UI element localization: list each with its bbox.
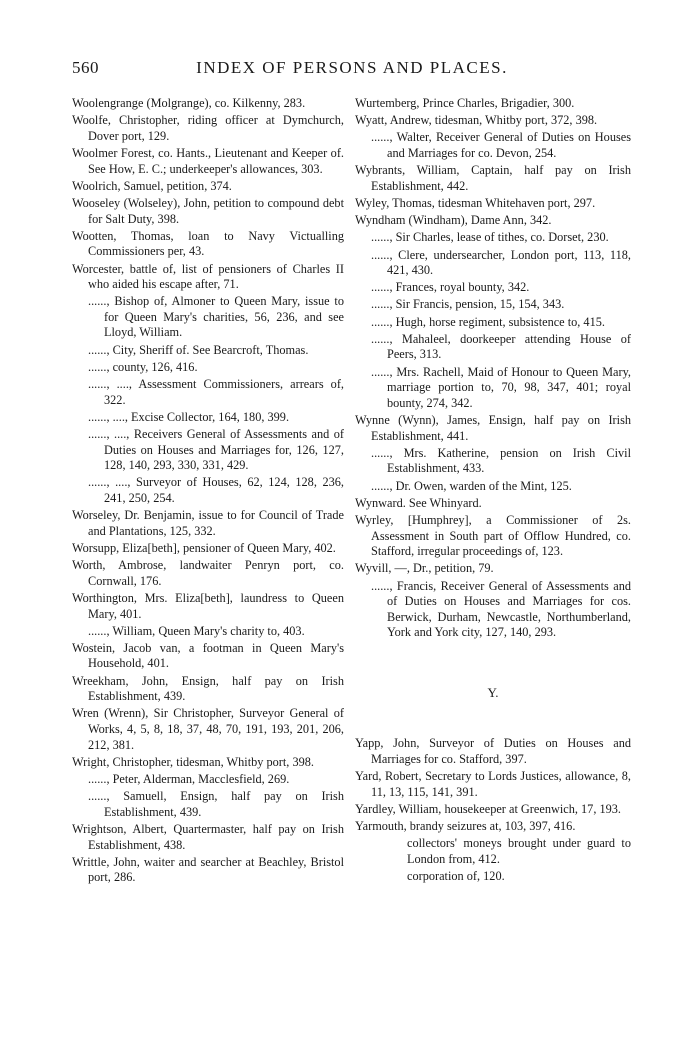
index-entry: Wyvill, —, Dr., petition, 79.	[355, 561, 494, 576]
index-entry: ......, Dr. Owen, warden of the Mint, 125.	[371, 478, 572, 493]
index-entry: Yapp, John, Surveyor of Duties on Houses and Marriages for co. Stafford, 397.	[355, 736, 631, 767]
index-entry: ......, Francis, Receiver General of Assessments and of Duties on Houses and Marriages for cos. Berwick, Durham, Newcastle, Northumberland, York and York city, 127, 140, 293.	[371, 578, 631, 640]
index-entry: Wynne (Wynn), James, Ensign, half pay on Irish Establishment, 441.	[355, 413, 631, 443]
index-entry: corporation of, 120.	[407, 869, 505, 884]
index-entry: Wren (Wrenn), Sir Christopher, Surveyor General of Works, 4, 5, 8, 18, 37, 48, 70, 191, 193, 201, 206, 212, 381.	[72, 706, 344, 752]
right-column-y-entries	[355, 736, 631, 884]
index-entry: Woolrich, Samuel, petition, 374.	[72, 178, 232, 193]
index-entry: ......, Sir Francis, pension, 15, 154, 343.	[371, 297, 565, 312]
index-entry: Writtle, John, waiter and searcher at Beachley, Bristol port, 286.	[72, 854, 344, 885]
index-entry: collectors' moneys brought under guard to London from, 412.	[407, 836, 631, 866]
index-entry: ......, ...., Assessment Commissioners, arrears of, 322.	[88, 377, 344, 407]
index-entry: ......, county, 126, 416.	[88, 359, 198, 374]
index-entry: Wostein, Jacob van, a footman in Queen Mary's Household, 401.	[72, 640, 344, 671]
index-entry: ......, Walter, Receiver General of Duties on Houses and Marriages for co. Devon, 254.	[371, 130, 631, 160]
index-entry: Worth, Ambrose, landwaiter Penryn port, co. Cornwall, 176.	[72, 558, 344, 588]
index-entry: Yarmouth, brandy seizures at, 103, 397, 416.	[355, 819, 576, 834]
index-entry: Wyndham (Windham), Dame Ann, 342.	[355, 213, 552, 228]
index-entry: Wooseley (Wolseley), John, petition to compound debt for Salt Duty, 398.	[72, 195, 344, 226]
index-entry: Wreekham, John, Ensign, half pay on Irish Establishment, 439.	[72, 673, 344, 704]
index-entry: Yardley, William, housekeeper at Greenwich, 17, 193.	[355, 802, 621, 817]
index-entry: Woolmer Forest, co. Hants., Lieutenant and Keeper of. See How, E. C.; underkeeper's allowances, 303.	[72, 145, 344, 176]
index-entry: Wyatt, Andrew, tidesman, Whitby port, 372, 398.	[355, 113, 598, 128]
index-entry: ......, ...., Surveyor of Houses, 62, 124, 128, 236, 241, 250, 254.	[88, 475, 344, 505]
index-entry: ......, Frances, royal bounty, 342.	[371, 280, 530, 295]
index-entry: Woolengrange (Molgrange), co. Kilkenny, 283.	[72, 96, 306, 110]
left-column	[72, 96, 344, 888]
section-letter: Y.	[487, 684, 499, 700]
right-column-entries	[355, 96, 631, 641]
index-entry: Wyley, Thomas, tidesman Whitehaven port, 297.	[355, 195, 596, 210]
index-entry: Wright, Christopher, tidesman, Whitby port, 398.	[72, 754, 314, 769]
index-entry: ......, Sir Charles, lease of tithes, co. Dorset, 230.	[371, 230, 609, 245]
index-entry: ......, City, Sheriff of. See Bearcroft, Thomas.	[88, 342, 309, 357]
index-entry: Wootten, Thomas, loan to Navy Victualling Commissioners per, 43.	[72, 228, 344, 259]
page-number: 560	[72, 58, 99, 77]
index-entry: ......, Peter, Alderman, Macclesfield, 269.	[88, 772, 290, 786]
right-column	[355, 96, 631, 886]
index-entry: Wrightson, Albert, Quartermaster, half pay on Irish Establishment, 438.	[72, 821, 344, 852]
index-entry: ......, Mrs. Rachell, Maid of Honour to Queen Mary, marriage portion to, 70, 98, 347, 401; royal bounty, 274, 342.	[371, 364, 631, 410]
index-entry: Worsupp, Eliza[beth], pensioner of Queen Mary, 402.	[72, 540, 336, 555]
index-entry: Wurtemberg, Prince Charles, Brigadier, 300.	[355, 96, 575, 110]
index-entry: ......, Hugh, horse regiment, subsistence to, 415.	[371, 314, 605, 329]
index-entry: ......, ...., Excise Collector, 164, 180, 399.	[88, 409, 290, 424]
index-entry: ......, William, Queen Mary's charity to, 403.	[88, 623, 305, 638]
index-entry: ......, Bishop of, Almoner to Queen Mary, issue to for Queen Mary's charities, 56, 236, and see Lloyd, William.	[88, 294, 344, 340]
index-entry: ......, Samuell, Ensign, half pay on Irish Establishment, 439.	[88, 789, 344, 819]
running-title: INDEX OF PERSONS AND PLACES.	[196, 58, 508, 77]
index-entry: ......, Mahaleel, doorkeeper attending House of Peers, 313.	[371, 331, 631, 362]
page-header	[72, 58, 632, 80]
index-entry: Wynward. See Whinyard.	[355, 495, 482, 510]
index-entry: Yard, Robert, Secretary to Lords Justices, allowance, 8, 11, 13, 115, 141, 391.	[355, 769, 631, 799]
index-entry: Wybrants, William, Captain, half pay on Irish Establishment, 442.	[355, 163, 631, 193]
index-entry: Woolfe, Christopher, riding officer at Dymchurch, Dover port, 129.	[72, 113, 344, 143]
index-entry: Worcester, battle of, list of pensioners of Charles II who aided his escape after, 71.	[72, 261, 344, 292]
index-entry: Wyrley, [Humphrey], a Commissioner of 2s. Assessment in South part of Offlow Hundred, co. Stafford, irregular proceedings of, 123.	[355, 512, 631, 559]
index-entry: Worthington, Mrs. Eliza[beth], laundress to Queen Mary, 401.	[72, 590, 344, 621]
index-entry: ......, Clere, undersearcher, London port, 113, 118, 421, 430.	[371, 247, 631, 278]
index-entry: Worseley, Dr. Benjamin, issue to for Council of Trade and Plantations, 125, 332.	[72, 508, 344, 538]
index-entry: ......, Mrs. Katherine, pension on Irish Civil Establishment, 433.	[371, 445, 631, 476]
index-entry: ......, ...., Receivers General of Assessments and of Duties on Houses and Marriages for, 126, 127, 128, 140, 293, 330, 331, 429.	[88, 427, 344, 473]
